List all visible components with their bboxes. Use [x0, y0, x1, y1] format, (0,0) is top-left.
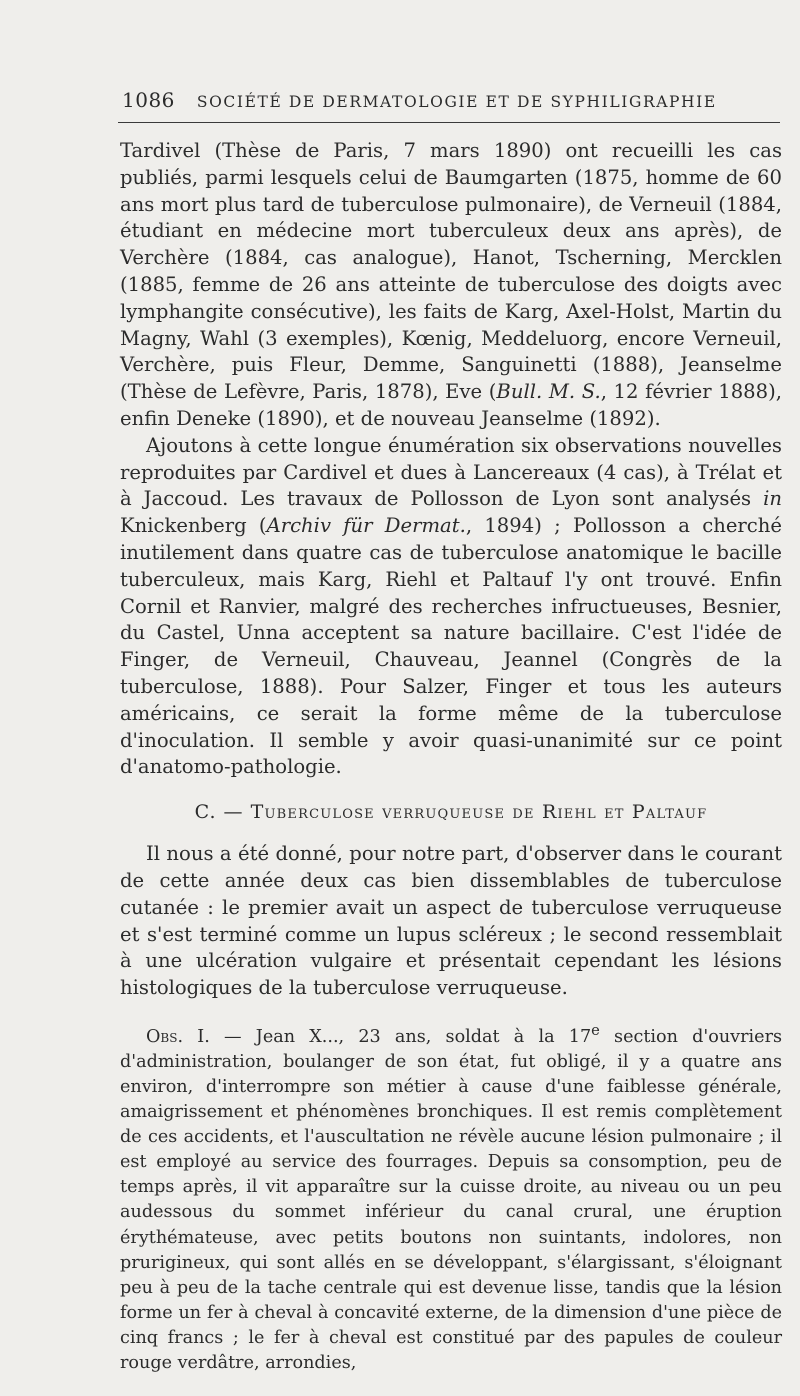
observation-text-a: — Jean X..., 23 ans, soldat à la 17	[209, 1026, 592, 1047]
observation-label: Obs. I.	[146, 1026, 210, 1047]
page-number: 1086	[122, 88, 175, 112]
paragraph-2-end: , 1894) ; Pollosson a cherché inutilement dans quatre cas de tuberculose anatomique le bacille tuberculeux, mais Karg, Riehl et Paltauf l'y ont trouvé. Enfin Cornil et Ranvier, malgré des recherches infructueuses, Besnier, du Castel, Unna acceptent sa nature bacillaire. C'est l'idée de Finger, de Verneuil, Chauveau, Jeannel (Congrès de la tuberculose, 1888). Pour Salzer, Finger et tous les auteurs américains, ce serait la forme même de la tuberculose d'inoculation. Il semble y avoir quasi-unanimité sur ce point d'anatomo-pathologie.	[120, 514, 782, 779]
paragraph-1-end: , 12 février 1888), enfin Deneke (1890), et de nouveau Jeanselme (1892).	[120, 380, 782, 430]
observation-text-b: section d'ouvriers d'administration, boulanger de son état, fut obligé, il y a quatre ans environ, d'interrompre son métier à cause d'une faiblesse générale, amaigrissement et phénomènes bronchiques. Il est remis complètement de ces accidents, et l'auscultation ne révèle aucune lésion pulmonaire ; il est employé au service des fourrages. Depuis sa consomption, peu de temps après, il vit apparaître sur la cuisse droite, au niveau ou un peu audessous du sommet inférieur du canal crural, une éruption érythémateuse, avec petits boutons non suintants, indolores, non prurigineux, qui sont allés en se développant, s'élargissant, s'éloignant peu à peu de la tache centrale qui est devenue lisse, tandis que la lésion forme un fer à cheval à concavité externe, de la dimension d'une pièce de cinq francs ; le fer à cheval est constitué par des papules de couleur rouge verdâtre, arrondies,	[120, 1026, 783, 1373]
header-rule	[118, 122, 780, 123]
citation-archiv: Archiv für Dermat.	[266, 514, 466, 538]
paragraph-1-text: Tardivel (Thèse de Paris, 7 mars 1890) ont recueilli les cas publiés, parmi lesquels celui de Baumgarten (1875, homme de 60 ans mort plus tard de tuberculose pulmonaire), de Verneuil (1884, étudiant en médecine mort tuberculeux deux ans après), de Verchère (1884, cas analogue), Hanot, Tscherning, Mercklen (1885, femme de 26 ans atteinte de tuberculose des doigts avec lymphangite consécutive), les faits de Karg, Axel-Holst, Martin du Magny, Wahl (3 exemples), Kœnig, Meddeluorg, encore Verneuil, Verchère, puis Fleur, Demme, Sanguinetti (1888), Jeanselme (Thèse de Lefèvre, Paris, 1878), Eve (	[120, 139, 782, 404]
paragraph-2-mid: Knickenberg (	[120, 514, 267, 538]
italic-in: in	[763, 487, 782, 511]
paragraph-3: Il nous a été donné, pour notre part, d'observer dans le courant de cette année deux cas bien dissemblables de tuberculose cutanée : le premier avait un aspect de tuberculose verruqueuse et s'est terminé comme un lupus scléreux ; le second ressemblait à une ulcération vulgaire et présentait cependant les lésions histologiques de la tuberculose verruqueuse.	[120, 842, 782, 1000]
paragraph-2-text: Ajoutons à cette longue énumération six observations nouvelles reproduites par Cardivel et dues à Lancereaux (4 cas), à Trélat et à Jaccoud. Les travaux de Pollosson de Lyon sont analysés	[120, 433, 782, 511]
section-title-text: Tuberculose verruqueuse de Riehl et Paltauf	[250, 801, 708, 824]
ordinal-superscript: e	[591, 1021, 600, 1039]
page-body	[120, 138, 782, 1376]
section-heading	[120, 801, 782, 823]
observation-paragraph	[120, 1018, 782, 1376]
running-header	[122, 88, 778, 112]
citation-bull-ms: Bull. M. S.	[496, 380, 601, 404]
running-title: SOCIÉTÉ DE DERMATOLOGIE ET DE SYPHILIGRAPHIE	[196, 93, 717, 111]
paragraph-1	[120, 138, 782, 433]
observation-block	[120, 1018, 782, 1376]
paragraph-2	[120, 433, 782, 781]
section-letter: C. —	[194, 801, 244, 824]
